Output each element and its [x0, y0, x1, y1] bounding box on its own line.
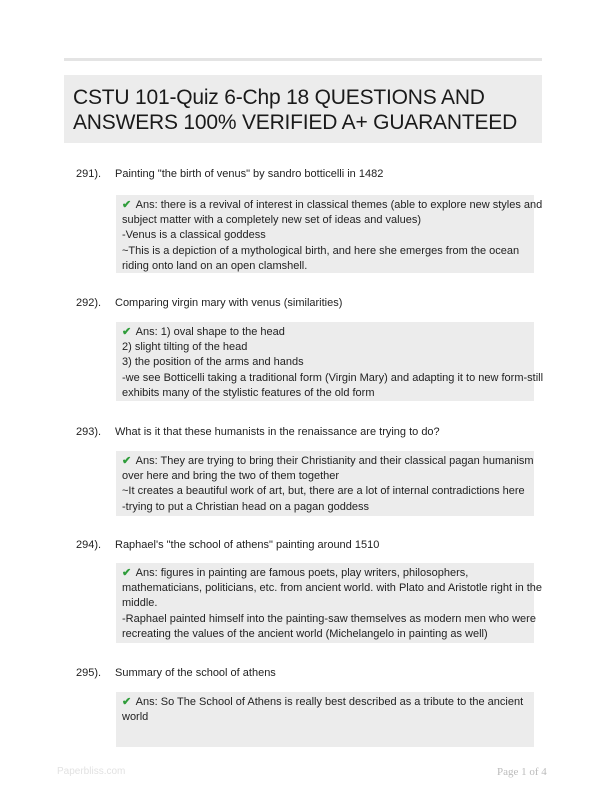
answer-line: -Venus is a classical goddess	[122, 229, 266, 242]
title-banner	[64, 75, 542, 143]
check-icon: ✔	[122, 199, 132, 211]
answer-line: recreating the values of the ancient world (Michelangelo in painting as well)	[122, 627, 488, 640]
answer-line: ✔ Ans: figures in painting are famous poets, play writers, philosophers,	[122, 567, 469, 579]
question-number: 292).	[76, 297, 102, 309]
answer-line: subject matter with a completely new set of ideas and values)	[122, 214, 421, 227]
answer-line: ✔ Ans: 1) oval shape to the head	[122, 326, 285, 338]
answer-line: mathematicians, politicians, etc. from ancient world. with Plato and Aristotle right in the	[122, 582, 543, 595]
answer-box	[116, 322, 544, 401]
answer-line: middle.	[122, 597, 158, 610]
check-icon: ✔	[122, 567, 132, 579]
answer-line: 2) slight tilting of the head	[122, 341, 248, 354]
answer-line: exhibits many of the stylistic features of the old form	[122, 386, 375, 399]
answer-box	[116, 451, 534, 516]
answer-line: -trying to put a Christian head on a pagan goddess	[122, 500, 370, 513]
question-text: Raphael's "the school of athens" painting around 1510	[115, 539, 380, 551]
question-text: Summary of the school of athens	[115, 667, 276, 679]
check-icon: ✔	[122, 326, 132, 338]
top-divider	[64, 58, 542, 61]
answer-box	[116, 692, 534, 747]
question-number: 293).	[76, 426, 102, 438]
answer-box	[116, 563, 543, 643]
question-text: Comparing virgin mary with venus (similarities)	[115, 297, 343, 309]
answer-line: -Raphael painted himself into the painting-saw themselves as modern men who were	[122, 612, 536, 625]
answer-line: 3) the position of the arms and hands	[122, 356, 304, 369]
answer-line: world	[122, 711, 149, 724]
answer-line: ~It creates a beautiful work of art, but, there are a lot of internal contradictions here	[122, 485, 525, 498]
answer-line: over here and bring the two of them together	[122, 470, 340, 483]
question-number: 291).	[76, 168, 102, 180]
answer-line: ✔ Ans: They are trying to bring their Christianity and their classical pagan humanism	[122, 455, 534, 467]
check-icon: ✔	[122, 455, 132, 467]
answer-line: ✔ Ans: there is a revival of interest in classical themes (able to explore new styles and	[122, 199, 543, 211]
check-icon: ✔	[122, 696, 132, 708]
answer-line: ~This is a depiction of a mythological birth, and here she emerges from the ocean	[122, 244, 520, 257]
footer-watermark: Paperbliss.com	[57, 766, 126, 777]
answer-line: riding onto land on an open clamshell.	[122, 259, 308, 272]
question-number: 294).	[76, 539, 102, 551]
question-text: Painting "the birth of venus" by sandro botticelli in 1482	[115, 168, 384, 180]
question-number: 295).	[76, 667, 102, 679]
question-text: What is it that these humanists in the renaissance are trying to do?	[115, 426, 440, 438]
answer-line: ✔ Ans: So The School of Athens is really best described as a tribute to the ancient	[122, 696, 524, 708]
answer-line: -we see Botticelli taking a traditional form (Virgin Mary) and adapting it to new form-still	[122, 371, 544, 384]
page-indicator: Page 1 of 4	[497, 766, 547, 778]
answer-box	[116, 195, 543, 273]
document-title: CSTU 101-Quiz 6-Chp 18 QUESTIONS AND ANSWERS 100% VERIFIED A+ GUARANTEED	[73, 86, 518, 134]
